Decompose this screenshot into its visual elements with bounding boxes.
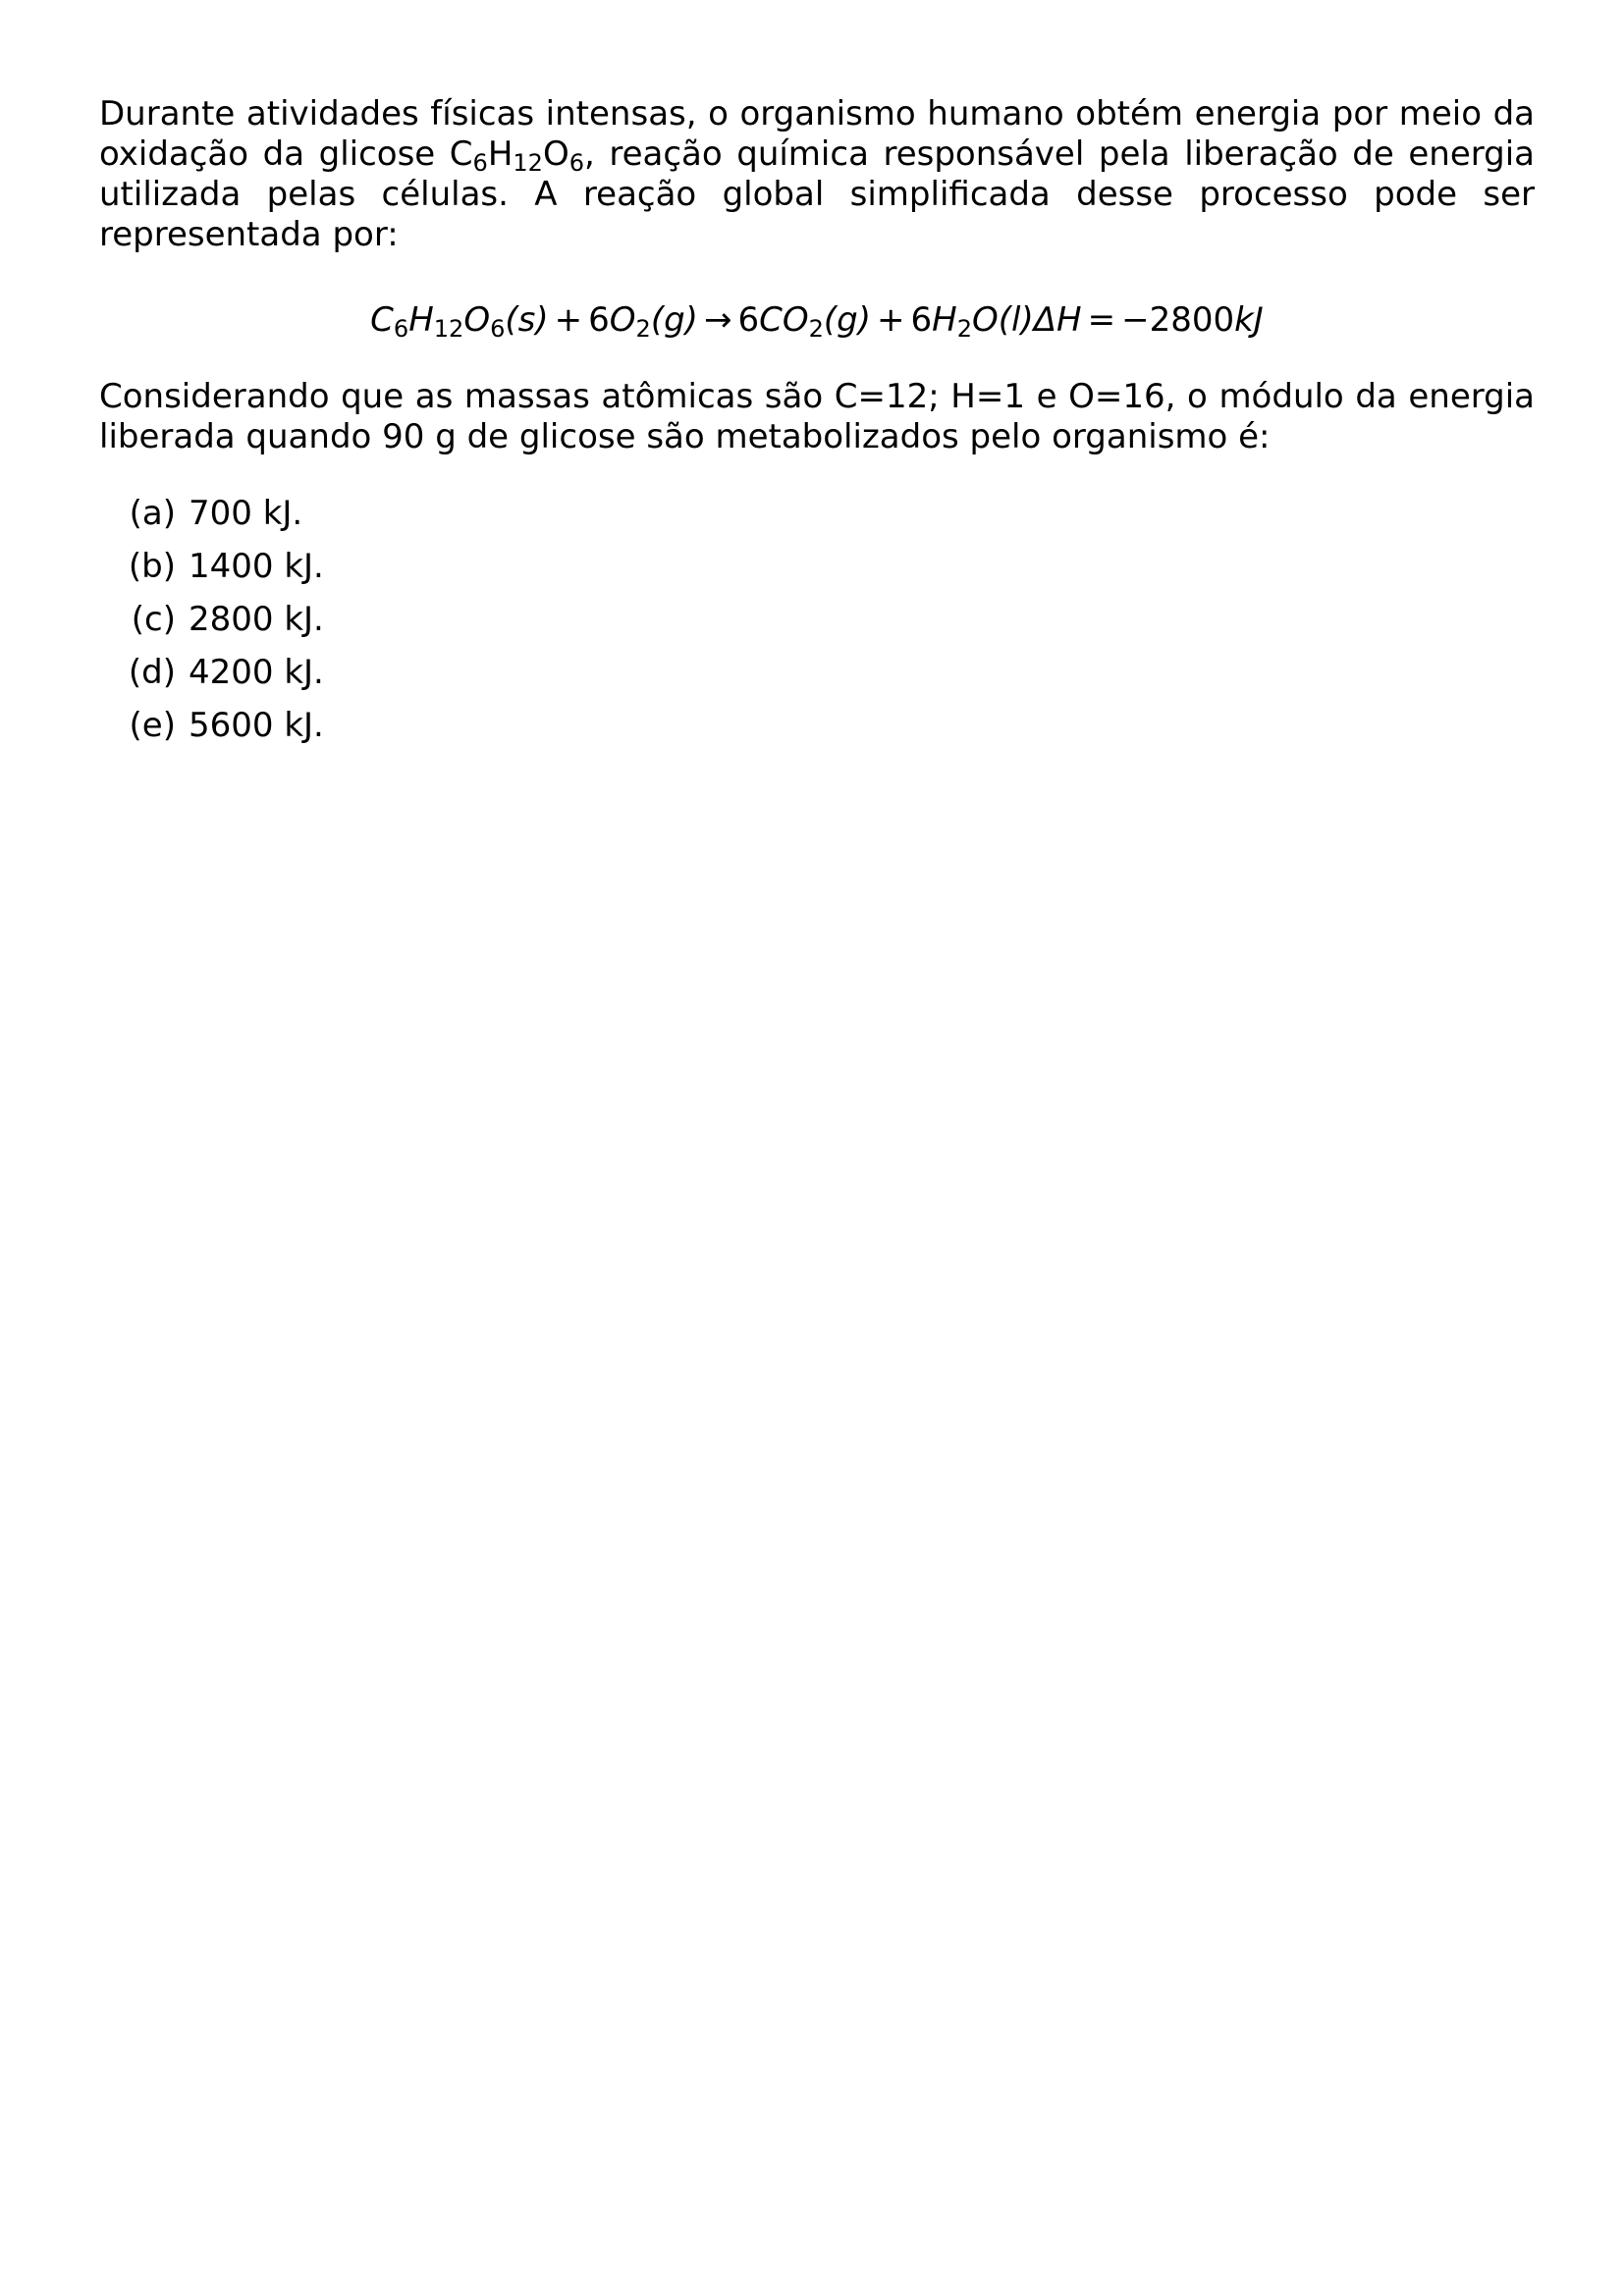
- eq-co2-sub: 2: [808, 315, 824, 343]
- eq-h2o-coef: 6: [910, 300, 933, 340]
- option-letter: (c): [131, 600, 176, 639]
- option-text: 2800 kJ.: [189, 600, 324, 639]
- eq-o2-coef: 6: [588, 300, 610, 340]
- eq-o2: O: [609, 300, 636, 340]
- eq-arrow: →: [703, 300, 732, 340]
- eq-state-gas-2: (g): [823, 300, 871, 340]
- formula-h: H: [487, 134, 514, 174]
- formula-subscript-h: 12: [513, 149, 543, 177]
- eq-h2o-o: O: [972, 300, 999, 340]
- eq-value: −2800: [1121, 300, 1235, 340]
- eq-o2-sub: 2: [635, 315, 651, 343]
- eq-glucose-o: O: [463, 300, 491, 340]
- option-c[interactable]: [99, 600, 1535, 653]
- option-d[interactable]: [99, 653, 1535, 706]
- eq-plus-1: +: [554, 300, 583, 340]
- eq-glucose-h-sub: 12: [433, 315, 464, 343]
- intro-text-part2: , reação química responsável pela liberação de energia utilizada pelas células. A reação global simplificada desse processo pode ser representada por:: [99, 134, 1535, 254]
- eq-delta-h: ΔH: [1033, 300, 1082, 340]
- option-a[interactable]: [99, 494, 1535, 547]
- eq-state-gas-1: (g): [650, 300, 698, 340]
- eq-state-liquid: (l): [998, 300, 1034, 340]
- question-page: [99, 94, 1535, 759]
- eq-h2o-h: H: [932, 300, 957, 340]
- option-letter: (b): [128, 547, 176, 586]
- eq-glucose-h: H: [408, 300, 434, 340]
- question-intro: [99, 94, 1535, 255]
- option-e[interactable]: [99, 706, 1535, 759]
- option-letter: (e): [129, 706, 176, 745]
- option-b[interactable]: [99, 547, 1535, 600]
- intro-text-part1: Durante atividades físicas intensas, o organismo humano obtém energia por meio da oxidação da glicose C: [99, 94, 1535, 174]
- eq-unit: kJ: [1234, 300, 1264, 340]
- chemical-equation: [99, 298, 1535, 342]
- option-letter: (a): [129, 494, 176, 533]
- eq-h2o-sub: 2: [956, 315, 972, 343]
- eq-glucose-o-sub: 6: [490, 315, 506, 343]
- option-text: 4200 kJ.: [189, 653, 324, 692]
- option-letter: (d): [128, 653, 176, 692]
- formula-subscript-c: 6: [472, 149, 488, 177]
- option-text: 5600 kJ.: [189, 706, 324, 745]
- formula-o: O: [542, 134, 569, 174]
- question-statement: Considerando que as massas atômicas são C=12; H=1 e O=16, o módulo da energia liberada quando 90 g de glicose são metabolizados pelo organismo é:: [99, 377, 1535, 456]
- eq-plus-2: +: [877, 300, 905, 340]
- eq-co2: CO: [759, 300, 809, 340]
- option-text: 1400 kJ.: [189, 547, 324, 586]
- formula-subscript-o: 6: [568, 149, 584, 177]
- eq-glucose-c: C: [370, 300, 394, 340]
- eq-glucose-c-sub: 6: [393, 315, 409, 343]
- answer-options: [99, 494, 1535, 759]
- eq-equals: =: [1087, 300, 1116, 340]
- option-text: 700 kJ.: [189, 494, 303, 533]
- eq-state-solid: (s): [505, 300, 549, 340]
- eq-co2-coef: 6: [737, 300, 760, 340]
